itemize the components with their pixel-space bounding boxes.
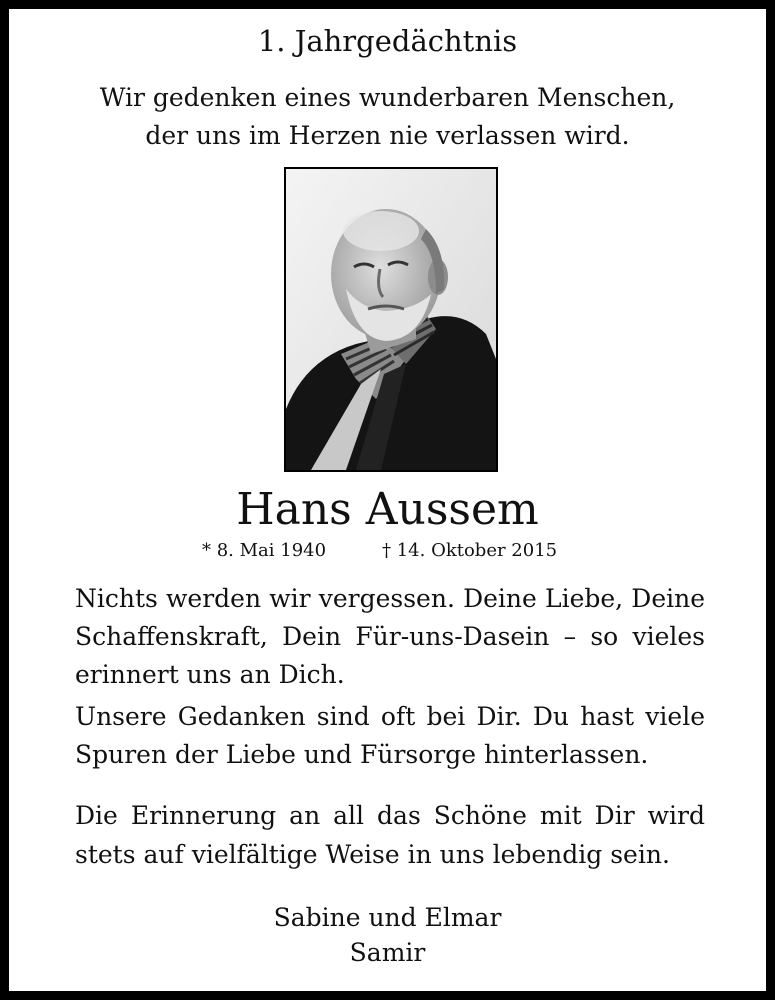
intro-line-2: der uns im Herzen nie verlassen wird. [145, 121, 630, 150]
text-line-4: Unsere Gedanken sind oft bei Dir. Du hast viele [75, 702, 705, 731]
signature-line-1: Sabine und Elmar [273, 903, 502, 932]
portrait-photo [284, 167, 498, 472]
portrait-image [286, 169, 496, 470]
text-line-6: Die Erinnerung an all das Schöne mit Dir wird [75, 801, 705, 830]
death-date: † 14. Oktober 2015 [382, 540, 558, 561]
deceased-name: Hans Aussem [236, 484, 539, 535]
text-line-1: Nichts werden wir vergessen. Deine Liebe, Deine [75, 584, 705, 613]
signature-line-2: Samir [349, 938, 426, 967]
text-line-3: erinnert uns an Dich. [75, 660, 345, 689]
birth-date: * 8. Mai 1940 [202, 540, 327, 561]
notice-heading: 1. Jahrgedächtnis [257, 24, 518, 58]
intro-line-1: Wir gedenken eines wunderbaren Menschen, [99, 83, 676, 112]
text-line-5: Spuren der Liebe und Fürsorge hinterlassen. [75, 740, 649, 769]
text-line-7: stets auf vielfältige Weise in uns lebendig sein. [75, 840, 670, 869]
text-line-2: Schaffenskraft, Dein Für-uns-Dasein – so vieles [75, 622, 705, 651]
